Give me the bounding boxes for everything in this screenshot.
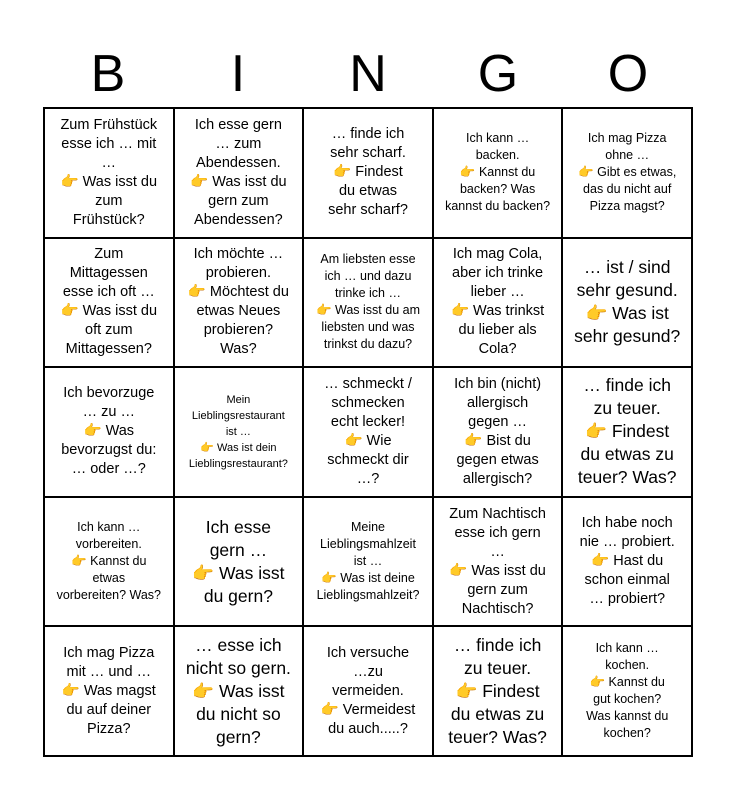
header-letter-i: I — [230, 45, 246, 103]
bingo-cell-r4-c5[interactable] — [562, 497, 692, 627]
bingo-cell-r3-c5[interactable] — [562, 367, 692, 497]
cell-text: Ich kann … backen. 👉 Kannst du backen? Was kannst du backen? — [445, 131, 551, 214]
cell-text: … ist / sind sehr gesund. 👉 Was ist sehr gesund? — [574, 257, 681, 347]
bingo-cell-r3-c2[interactable] — [174, 367, 304, 497]
bingo-grid — [43, 107, 693, 757]
bingo-cell-r5-c4[interactable] — [433, 626, 563, 756]
cell-text: Zum Nachtisch esse ich gern … 👉 Was isst du gern zum Nachtisch? — [449, 505, 546, 617]
bingo-cell-r1-c1[interactable] — [44, 108, 174, 238]
bingo-cell-r5-c5[interactable] — [562, 626, 692, 756]
bingo-cell-r1-c4[interactable] — [433, 108, 563, 238]
cell-text: Ich kann … vorbereiten. 👉 Kannst du etwas vorbereiten? Was? — [56, 520, 162, 603]
bingo-cell-r5-c1[interactable] — [44, 626, 174, 756]
cell-text: Ich kann … kochen. 👉 Kannst du gut kochen? Was kannst du kochen? — [586, 641, 669, 741]
bingo-cell-r5-c2[interactable] — [174, 626, 304, 756]
bingo-cell-r3-c1[interactable] — [44, 367, 174, 497]
cell-text: Ich bin (nicht) allergisch gegen … 👉 Bist du gegen etwas allergisch? — [454, 375, 542, 487]
cell-text: … schmeckt / schmecken echt lecker! 👉 Wie schmeckt dir …? — [324, 375, 412, 487]
bingo-cell-r2-c3[interactable] — [303, 238, 433, 368]
bingo-cell-r3-c3[interactable] — [303, 367, 433, 497]
cell-text: Ich esse gern … zum Abendessen. 👉 Was isst du gern zum Abendessen? — [190, 116, 287, 228]
bingo-cell-r4-c1[interactable] — [44, 497, 174, 627]
cell-text: Zum Frühstück esse ich … mit … 👉 Was isst du zum Frühstück? — [60, 116, 158, 228]
bingo-cell-r1-c2[interactable] — [174, 108, 304, 238]
bingo-cell-r2-c2[interactable] — [174, 238, 304, 368]
cell-text: Ich möchte … probieren. 👉 Möchtest du etwas Neues probieren? Was? — [187, 246, 289, 358]
bingo-cell-r2-c1[interactable] — [44, 238, 174, 368]
cell-text: … finde ich zu teuer. 👉 Findest du etwas zu teuer? Was? — [448, 634, 547, 747]
bingo-cell-r1-c3[interactable] — [303, 108, 433, 238]
bingo-cell-r2-c5[interactable] — [562, 238, 692, 368]
bingo-cell-r4-c2[interactable] — [174, 497, 304, 627]
bingo-cell-r5-c3[interactable] — [303, 626, 433, 756]
bingo-cell-r1-c5[interactable] — [562, 108, 692, 238]
cell-text: Ich mag Pizza mit … und … 👉 Was magst du auf deiner Pizza? — [61, 644, 156, 737]
bingo-cell-r4-c3[interactable] — [303, 497, 433, 627]
cell-text: Ich esse gern … 👉 Was isst du gern? — [192, 516, 285, 606]
cell-text: Mein Lieblingsrestaurant ist … 👉 Was ist dein Lieblingsrestaurant? — [188, 393, 288, 470]
bingo-cell-r4-c4[interactable] — [433, 497, 563, 627]
bingo-cell-r3-c4[interactable] — [433, 367, 563, 497]
cell-text: Zum Mittagessen esse ich oft … 👉 Was isst du oft zum Mittagessen? — [60, 246, 158, 358]
cell-text: Meine Lieblingsmahlzeit ist … 👉 Was ist deine Lieblingsmahlzeit? — [316, 520, 420, 603]
bingo-cell-r2-c4[interactable] — [433, 238, 563, 368]
header-letter-b: B — [90, 45, 126, 103]
header-letter-o: O — [607, 45, 649, 103]
cell-text: Am liebsten esse ich … und dazu trinke ich … 👉 Was isst du am liebsten und was trinkst du dazu? — [315, 252, 420, 352]
cell-text: … finde ich sehr scharf. 👉 Findest du etwas sehr scharf? — [328, 126, 408, 219]
cell-text: Ich bevorzuge … zu … 👉 Was bevorzugst du: … oder …? — [61, 385, 157, 478]
cell-text: Ich mag Cola, aber ich trinke lieber … 👉 Was trinkst du lieber als Cola? — [450, 246, 545, 358]
cell-text: … esse ich nicht so gern. 👉 Was isst du nicht so gern? — [185, 634, 291, 747]
header-letter-g: G — [477, 45, 519, 103]
header-letter-n: N — [349, 45, 387, 103]
cell-text: Ich mag Pizza ohne … 👉 Gibt es etwas, das du nicht auf Pizza magst? — [578, 131, 677, 214]
cell-text: Ich versuche …zu vermeiden. 👉 Vermeidest du auch.....? — [320, 644, 416, 737]
bingo-header — [43, 40, 693, 108]
cell-text: … finde ich zu teuer. 👉 Findest du etwas zu teuer? Was? — [577, 375, 677, 488]
cell-text: Ich habe noch nie … probiert. 👉 Hast du schon einmal … probiert? — [579, 515, 675, 608]
